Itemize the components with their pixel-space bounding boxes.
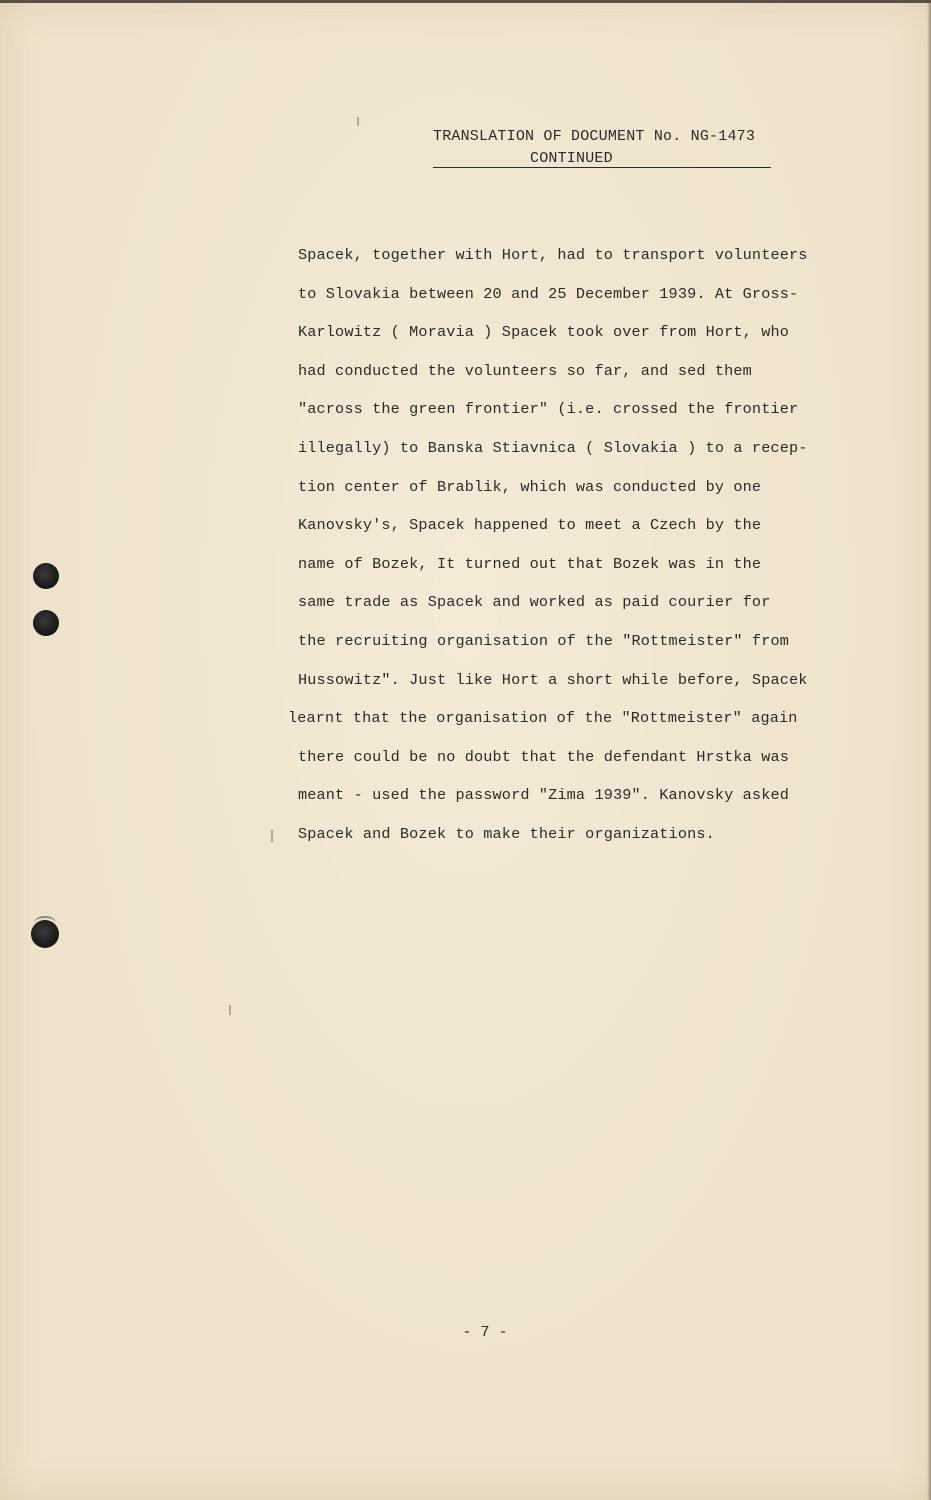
text-line: Karlowitz ( Moravia ) Spacek took over from Hort, who [298, 323, 789, 342]
text-line: Hussowitz". Just like Hort a short while before, Spacek [298, 670, 808, 689]
document-title: TRANSLATION OF DOCUMENT No. NG-1473 [433, 128, 756, 145]
text-line: "across the green frontier" (i.e. crossed the frontier [298, 400, 799, 419]
punch-hole [31, 920, 59, 948]
text-line: to Slovakia between 20 and 25 December 1939. At Gross- [298, 284, 799, 303]
document-body [288, 243, 858, 861]
text-line: name of Bozek, It turned out that Bozek was in the [298, 554, 762, 573]
punch-hole [33, 563, 59, 589]
text-line: Spacek and Bozek to make their organizations. [298, 824, 715, 843]
text-line: there could be no doubt that the defendant Hrstka was [298, 747, 789, 766]
text-line: same trade as Spacek and worked as paid courier for [298, 593, 771, 612]
text-line: Kanovsky's, Spacek happened to meet a Czech by the [298, 516, 762, 535]
page-top-edge [0, 0, 931, 3]
document-header [433, 128, 773, 168]
text-line: meant - used the password "Zima 1939". Kanovsky asked [298, 786, 789, 805]
punch-hole [33, 610, 59, 636]
text-line: learnt that the organisation of the "Rottmeister" again [288, 709, 798, 728]
paper-speck [271, 830, 273, 842]
text-line: the recruiting organisation of the "Rottmeister" from [298, 631, 789, 650]
text-line: Spacek, together with Hort, had to transport volunteers [298, 246, 808, 264]
page-number: - 7 - [462, 1324, 508, 1341]
text-line: had conducted the volunteers so far, and sed them [298, 361, 752, 380]
text-line: tion center of Brablik, which was conducted by one [298, 477, 762, 496]
paper-speck [357, 117, 359, 126]
text-line: illegally) to Banska Stiavnica ( Slovakia ) to a recep- [298, 438, 808, 457]
page-right-edge [927, 0, 931, 1500]
document-subtitle: CONTINUED [433, 150, 771, 168]
paper-speck [229, 1005, 231, 1015]
